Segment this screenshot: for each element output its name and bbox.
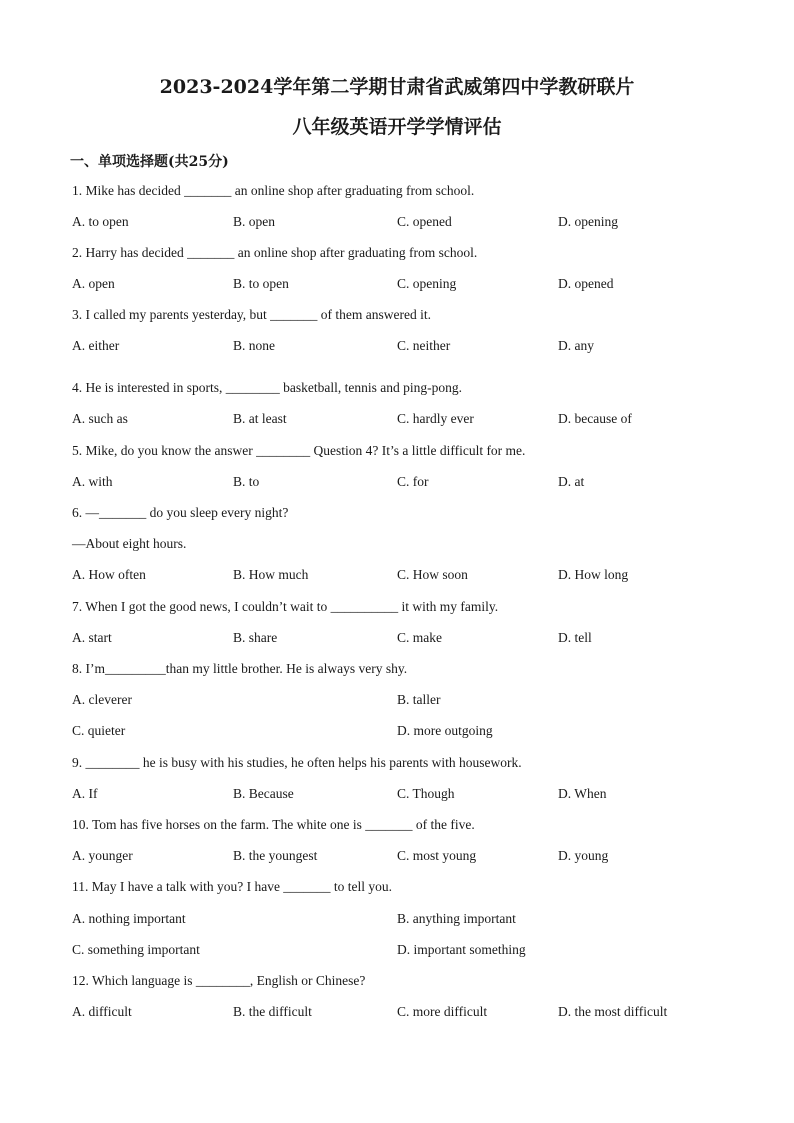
option-c[interactable]: C. something important [72,942,200,957]
option-d[interactable]: D. any [558,338,594,353]
option-b[interactable]: B. to [233,474,260,489]
option-c[interactable]: C. opening [397,276,457,291]
question-8-options-row-1 [72,692,732,710]
section-heading: 一、单项选择题(共25分) [70,154,229,170]
option-b[interactable]: B. share [233,630,278,645]
option-d[interactable]: D. tell [558,630,592,645]
option-d[interactable]: D. young [558,848,609,863]
option-b[interactable]: B. open [233,214,275,229]
question-6-options [72,567,732,585]
question-4-options [72,411,732,429]
option-d[interactable]: D. the most difficult [558,1004,668,1019]
option-a[interactable]: A. with [72,474,113,489]
question-4-stem: 4. He is interested in sports, ________ basketball, tennis and ping-pong. [72,380,462,395]
option-d[interactable]: D. because of [558,411,632,426]
option-a[interactable]: A. start [72,630,112,645]
option-a[interactable]: A. difficult [72,1004,132,1019]
option-c[interactable]: C. How soon [397,567,468,582]
question-6-reply: —About eight hours. [72,536,187,551]
question-11-stem: 11. May I have a talk with you? I have _______ to tell you. [72,879,393,894]
option-b[interactable]: B. none [233,338,275,353]
document-subtitle: 八年级英语开学学情评估 [292,116,502,138]
question-11-options-row-2 [72,942,732,960]
question-9-stem: 9. ________ he is busy with his studies, he often helps his parents with housework. [72,755,522,770]
option-a[interactable]: A. If [72,786,98,801]
question-5-options [72,474,732,492]
question-7-options [72,630,732,648]
option-a[interactable]: A. to open [72,214,129,229]
option-b[interactable]: B. Because [233,786,294,801]
question-9-options [72,786,732,804]
option-c[interactable]: C. Though [397,786,455,801]
question-12-stem: 12. Which language is ________, English or Chinese? [72,973,366,988]
option-d[interactable]: D. How long [558,567,629,582]
option-a[interactable]: A. open [72,276,115,291]
option-b[interactable]: B. to open [233,276,289,291]
option-c[interactable]: C. for [397,474,429,489]
question-11-options-row-1 [72,911,732,929]
question-2-stem: 2. Harry has decided _______ an online shop after graduating from school. [72,245,478,260]
option-c[interactable]: C. make [397,630,442,645]
option-b[interactable]: B. at least [233,411,287,426]
option-c[interactable]: C. most young [397,848,477,863]
question-3-stem: 3. I called my parents yesterday, but _______ of them answered it. [72,307,432,322]
option-c[interactable]: C. opened [397,214,452,229]
question-12-options [72,1004,732,1022]
option-c[interactable]: C. quieter [72,723,126,738]
question-7-stem: 7. When I got the good news, I couldn’t wait to __________ it with my family. [72,599,499,614]
question-2-options [72,276,732,294]
option-a[interactable]: A. nothing important [72,911,186,926]
option-a[interactable]: A. such as [72,411,128,426]
question-10-stem: 10. Tom has five horses on the farm. The white one is _______ of the five. [72,817,475,832]
option-c[interactable]: C. more difficult [397,1004,488,1019]
option-a[interactable]: A. either [72,338,120,353]
option-b[interactable]: B. How much [233,567,309,582]
question-5-stem: 5. Mike, do you know the answer ________ Question 4? It’s a little difficult for me. [72,443,526,458]
option-d[interactable]: D. important something [397,942,526,957]
option-b[interactable]: B. taller [397,692,441,707]
option-c[interactable]: C. hardly ever [397,411,474,426]
option-d[interactable]: D. When [558,786,607,801]
question-1-options [72,214,732,232]
question-10-options [72,848,732,866]
option-a[interactable]: A. cleverer [72,692,132,707]
option-a[interactable]: A. How often [72,567,146,582]
question-6-stem: 6. —_______ do you sleep every night? [72,505,289,520]
option-b[interactable]: B. the difficult [233,1004,312,1019]
option-d[interactable]: D. at [558,474,585,489]
question-1-stem: 1. Mike has decided _______ an online shop after graduating from school. [72,183,475,198]
option-d[interactable]: D. more outgoing [397,723,493,738]
question-8-options-row-2 [72,723,732,741]
question-3-options [72,338,732,356]
option-d[interactable]: D. opened [558,276,614,291]
option-d[interactable]: D. opening [558,214,618,229]
option-c[interactable]: C. neither [397,338,451,353]
document-title: 2023-2024学年第二学期甘肃省武威第四中学教研联片 [159,76,635,98]
option-a[interactable]: A. younger [72,848,133,863]
question-8-stem: 8. I’m_________than my little brother. He is always very shy. [72,661,408,676]
option-b[interactable]: B. the youngest [233,848,318,863]
option-b[interactable]: B. anything important [397,911,516,926]
